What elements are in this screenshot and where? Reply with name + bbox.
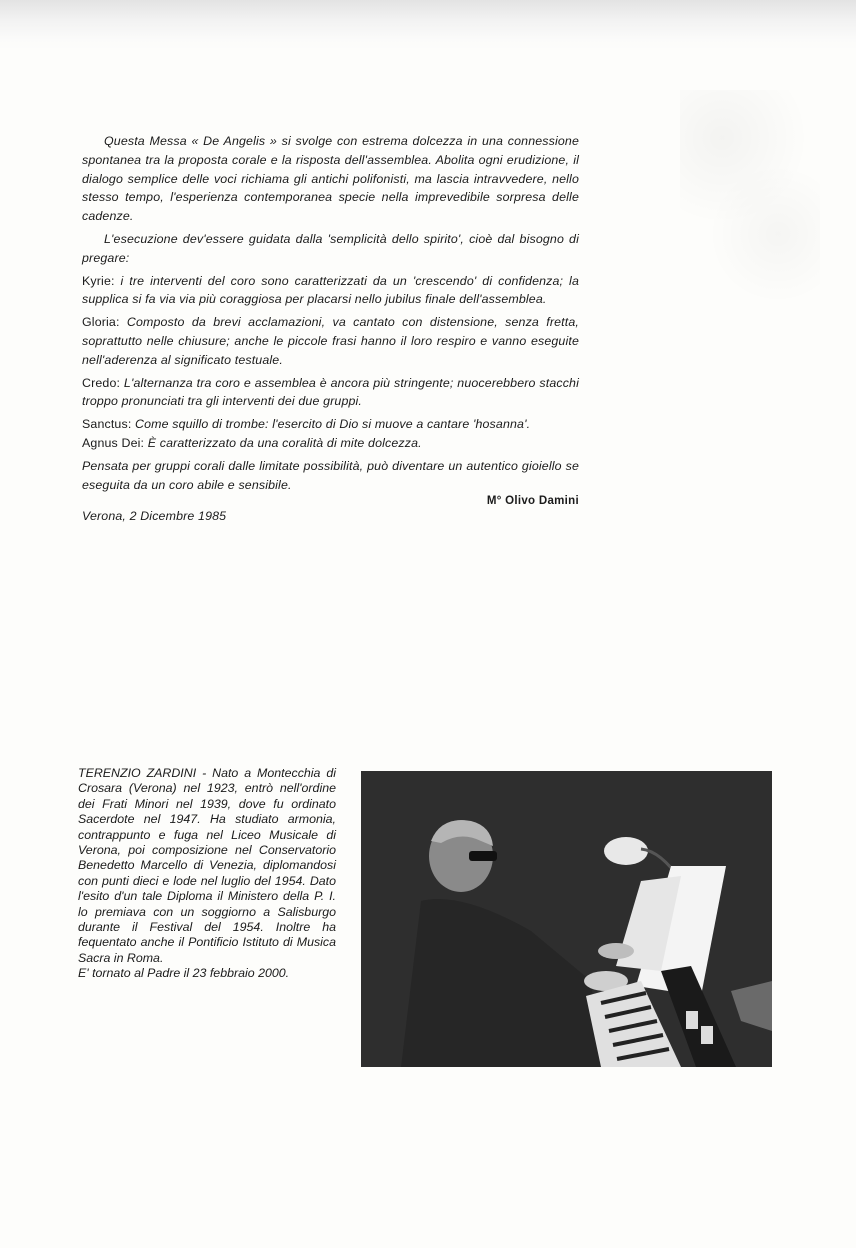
mass-description bbox=[82, 132, 579, 526]
section-text: Come squillo di trombe: l'esercito di Dio si muove a cantare 'hosanna'. bbox=[135, 417, 531, 432]
biography-death-line: E' tornato al Padre il 23 febbraio 2000. bbox=[78, 966, 290, 981]
composer-biography bbox=[78, 766, 336, 982]
section-label: Kyrie: bbox=[82, 273, 115, 288]
scan-top-shadow bbox=[0, 0, 856, 50]
place-date: Verona, 2 Dicembre 1985 bbox=[82, 509, 227, 524]
section-label: Credo: bbox=[82, 375, 121, 390]
section-text: È caratterizzato da una coralità di mite dolcezza. bbox=[147, 435, 422, 450]
execution-paragraph: L'esecuzione dev'essere guidata dalla 'semplicità dello spirito', cioè dal bisogno di pregare: bbox=[82, 231, 579, 265]
scan-speckle bbox=[680, 90, 820, 330]
section-kyrie bbox=[82, 272, 579, 310]
section-sanctus bbox=[82, 415, 579, 434]
section-agnus-dei bbox=[82, 434, 579, 453]
organist-photo bbox=[361, 771, 772, 1067]
section-credo bbox=[82, 374, 579, 412]
section-text: Composto da brevi acclamazioni, va cantato con distensione, senza fretta, soprattutto nelle chiusure; anche le piccole frasi hanno il loro respiro e vanno eseguite nell'aderenza al significato testuale. bbox=[82, 315, 579, 367]
section-label: Agnus Dei: bbox=[82, 435, 145, 450]
closing-paragraph: Pensata per gruppi corali dalle limitate possibilità, può diventare un autentico gioiello se eseguita da un coro abile e sensibile. bbox=[82, 458, 579, 492]
section-gloria bbox=[82, 313, 579, 369]
biography-text: TERENZIO ZARDINI - Nato a Montecchia di Crosara (Verona) nel 1923, entrò nell'ordine dei Frati Minori nel 1939, dove fu ordinato Sacerdote nel 1947. Ha studiato armonia, contrappunto e fuga nel Liceo Musicale di Verona, poi composizione nel Conservatorio Benedetto Marcello di Venezia, diplomandosi con punti dieci e lode nel luglio del 1954. Dato l'esito d'un tale Diploma il Ministero della P. I. lo premiava con un soggiorno a Salisburgo durante il Festival del 1954. Inoltre ha fequentato anche il Pontificio Istituto di Musica Sacra in Roma. bbox=[78, 766, 336, 965]
photo-illustration bbox=[361, 771, 772, 1067]
section-label: Gloria: bbox=[82, 315, 120, 330]
signature: M° Olivo Damini bbox=[486, 495, 579, 508]
intro-paragraph: Questa Messa « De Angelis » si svolge con estrema dolcezza in una connessione spontanea tra la proposta corale e la risposta dell'assemblea. Abolita ogni erudizione, il dialogo semplice delle voci richiama gli antichi polifonisti, ma lascia intravvedere, nello stesso tempo, l'esperienza contemporanea specie nella imprevedibile sorpresa delle cadenze. bbox=[82, 134, 579, 224]
section-label: Sanctus: bbox=[82, 417, 132, 432]
section-text: L'alternanza tra coro e assemblea è ancora più stringente; nuocerebbero stacchi troppo pronunciati tra gli interventi dei due gruppi. bbox=[82, 375, 579, 409]
section-text: i tre interventi del coro sono caratterizzati da un 'crescendo' di confidenza; la supplica si fa via via più coraggiosa per placarsi nello jubilus finale dell'assemblea. bbox=[82, 273, 579, 307]
